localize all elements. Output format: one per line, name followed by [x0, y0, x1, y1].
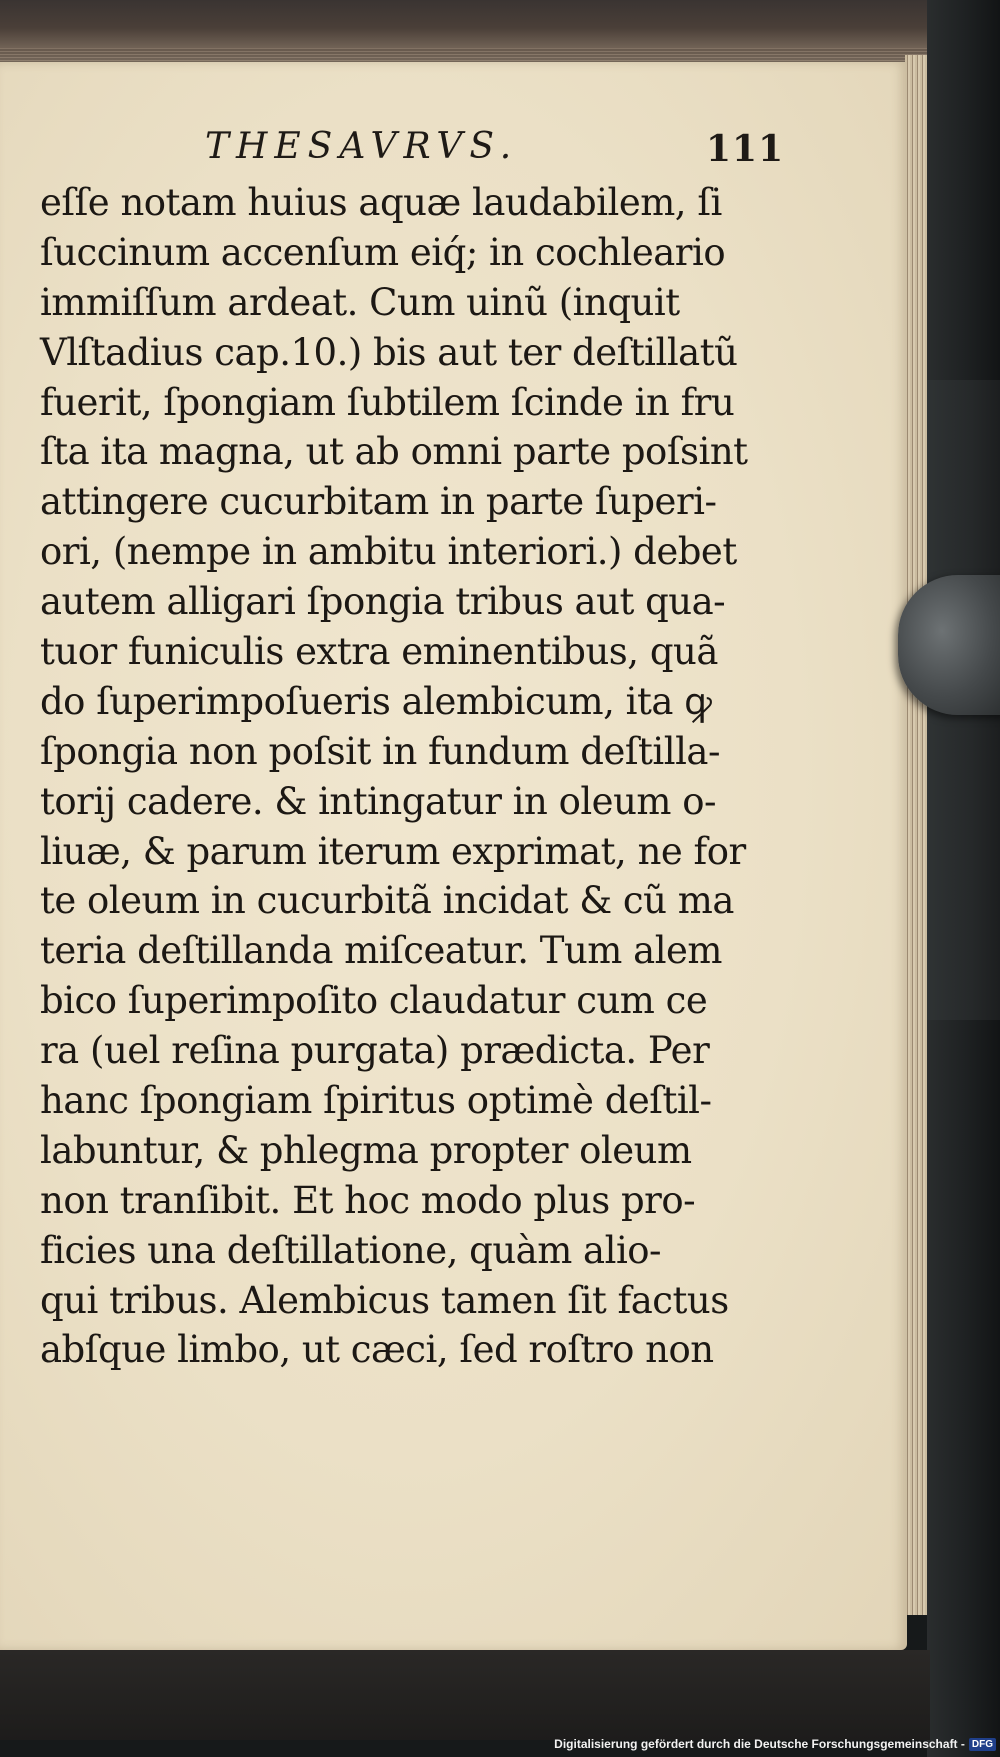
page-header [0, 126, 907, 174]
text-line: ficies una deſtillatione, quàm alio- [40, 1228, 662, 1272]
text-line: bico ſuperimpoſito claudatur cum ce [40, 979, 708, 1023]
page-number: 111 [706, 128, 785, 170]
text-line: autem alligari ſpongia tribus aut qua- [40, 580, 726, 624]
book-spine [927, 0, 1000, 1757]
text-line: fuerit, ſpongiam ſubtilem ſcinde in fru [40, 380, 735, 424]
text-line: immiſſum ardeat. Cum uinũ (inquit [40, 280, 680, 324]
book-bottom-edge [0, 1650, 930, 1740]
text-line: liuæ, & parum iterum exprimat, ne for [40, 829, 746, 873]
text-line: labuntur, & phlegma propter oleum [40, 1128, 692, 1172]
digitization-credit [554, 1735, 996, 1753]
text-line: hanc ſpongiam ſpiritus optimè deſtil- [40, 1079, 712, 1123]
credit-text: Digitalisierung gefördert durch die Deutsche Forschungsgemeinschaft - [554, 1737, 965, 1751]
text-line: ra (uel reſina purgata) prædicta. Per [40, 1029, 710, 1073]
text-line: teria deſtillanda miſceatur. Tum alem [40, 929, 723, 973]
text-line: torij cadere. & intingatur in oleum o- [40, 779, 717, 823]
running-title: THESAVRVS. [205, 126, 519, 167]
text-line: ori, (nempe in ambitu interiori.) debet [40, 530, 737, 574]
text-line: tuor funiculis extra eminentibus, quã [40, 630, 718, 674]
text-line: abſque limbo, ut cæci, ſed roſtro non [40, 1328, 714, 1372]
text-line: ſuccinum accenſum eiq́; in cochleario [40, 230, 726, 274]
text-line: ſta ita magna, ut ab omni parte poſsint [40, 430, 748, 474]
text-line: ſpongia non poſsit in fundum deſtilla- [40, 729, 720, 773]
body-text [40, 178, 760, 1375]
book-top-edge [0, 0, 930, 70]
page-fore-edge [905, 55, 927, 1615]
text-line: non tranſibit. Et hoc modo plus pro- [40, 1178, 696, 1222]
book-clasp [898, 575, 1000, 715]
text-line: attingere cucurbitam in parte ſuperi- [40, 480, 717, 524]
text-line: te oleum in cucurbitã incidat & cũ ma [40, 879, 734, 923]
text-line: qui tribus. Alembicus tamen ſit factus [40, 1278, 729, 1322]
text-line: Vlſtadius cap.10.) bis aut ter deſtillatũ [40, 330, 738, 374]
dfg-logo: DFG [969, 1738, 996, 1751]
text-line: eſſe notam huius aquæ laudabilem, ſi [40, 181, 722, 224]
text-line: do ſuperimpoſueris alembicum, ita ꝙ [40, 679, 712, 723]
